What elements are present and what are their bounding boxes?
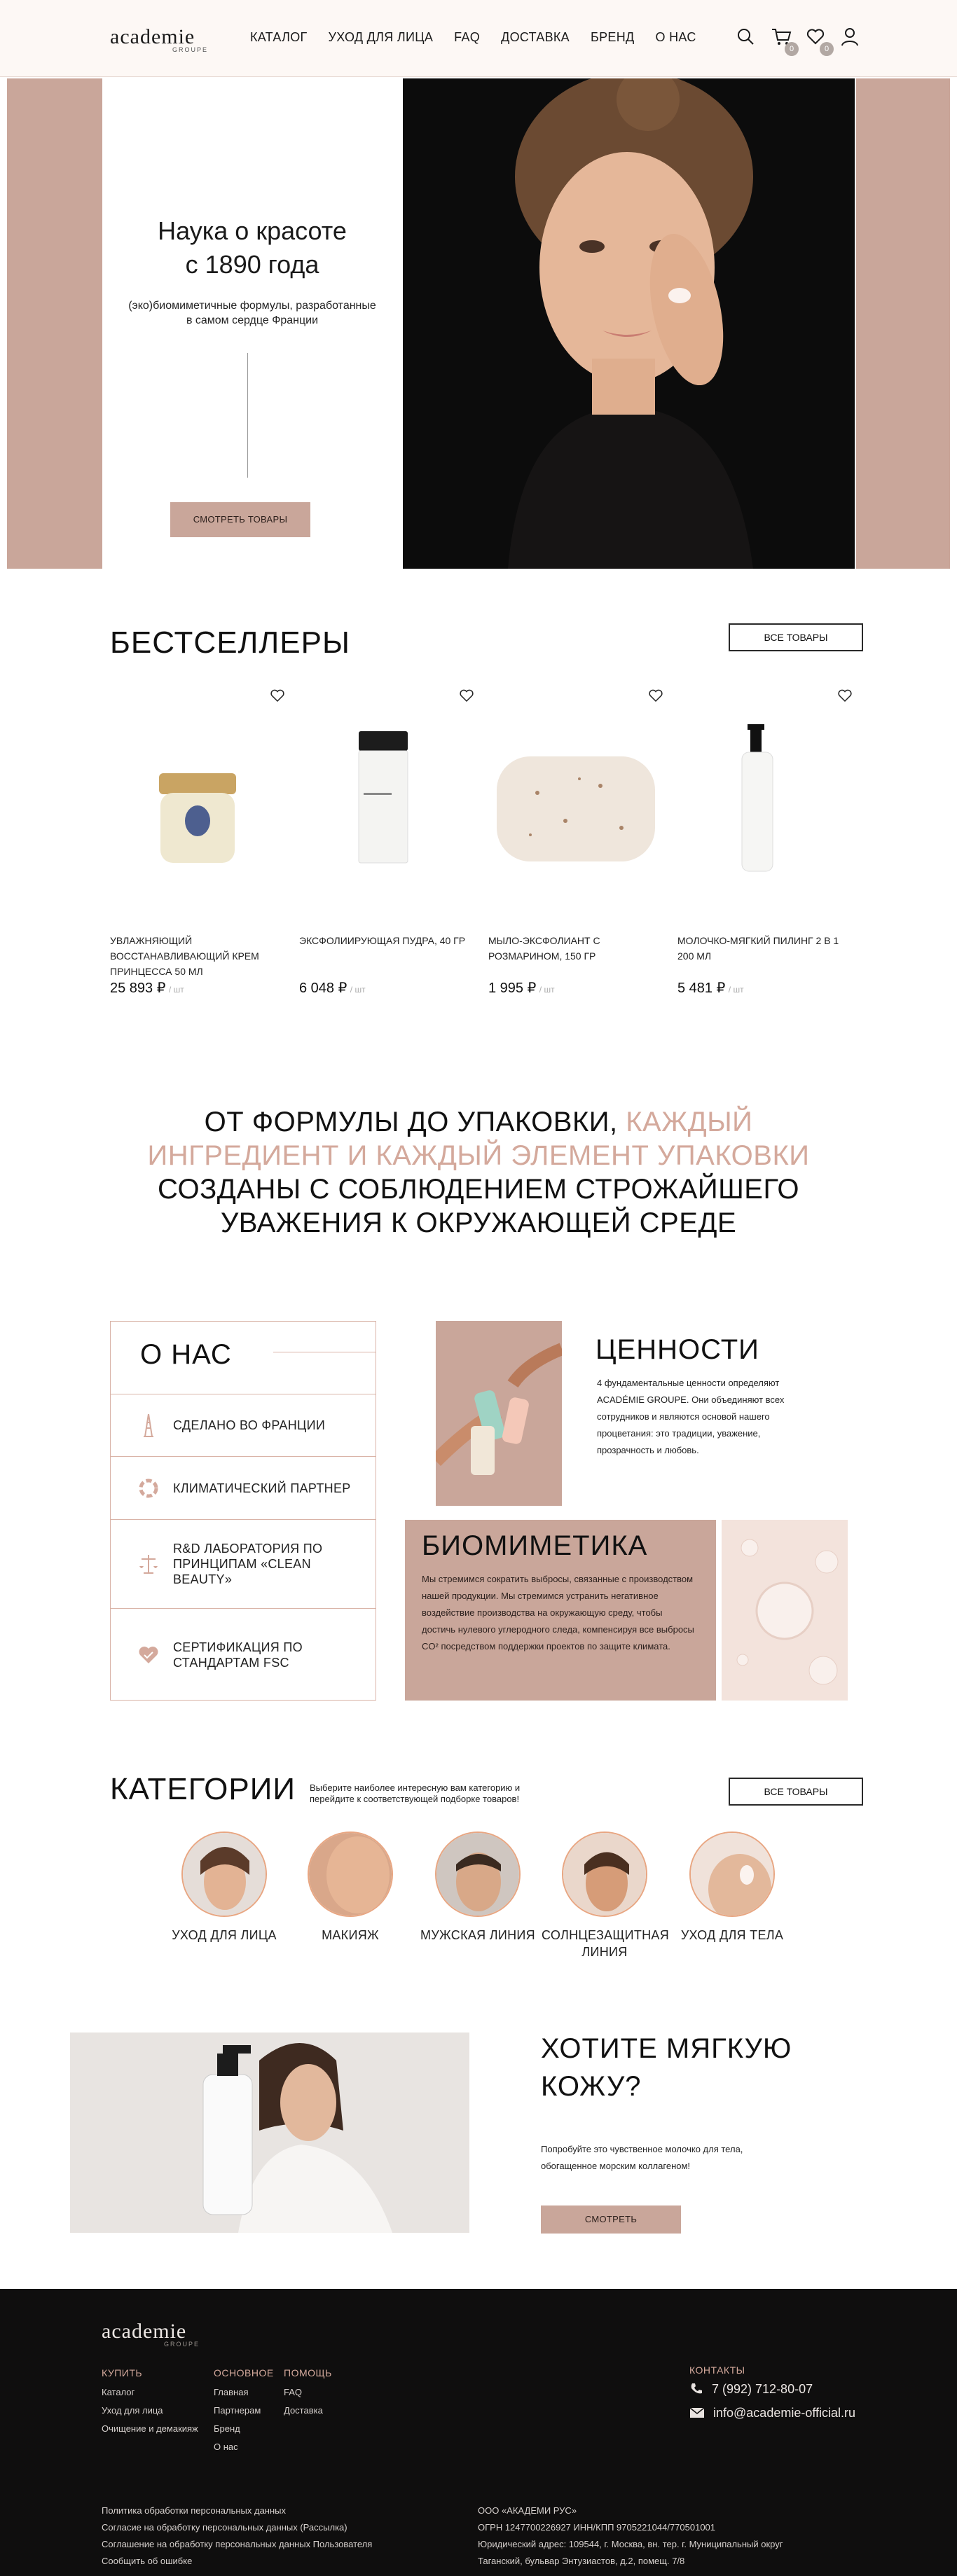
categories-subtitle: Выберите наиболее интересную вам категорию и перейдите к соответствующей подборке товаров! xyxy=(310,1782,521,1804)
footer-logo[interactable] xyxy=(102,2321,200,2348)
footer-phone-number: 7 (992) 712-80-07 xyxy=(712,2382,813,2396)
footer-link[interactable]: Уход для лица xyxy=(102,2405,163,2416)
categories-title: КАТЕГОРИИ xyxy=(110,1772,296,1806)
heart-check-icon xyxy=(138,1644,159,1666)
footer-link[interactable]: О нас xyxy=(214,2442,238,2452)
footer-legal-links xyxy=(102,2502,372,2570)
mail-icon xyxy=(689,2407,705,2418)
footer-link[interactable]: FAQ xyxy=(284,2387,303,2397)
product-image xyxy=(677,688,853,919)
hero-divider xyxy=(247,353,248,478)
footer-col-title: ПОМОЩЬ xyxy=(284,2367,332,2378)
phone-icon xyxy=(689,2382,703,2396)
product-price: 6 048 ₽ xyxy=(299,981,347,996)
footer-email-address: info@academie-official.ru xyxy=(713,2406,856,2420)
bestsellers-all-products-button[interactable]: ВСЕ ТОВАРЫ xyxy=(729,623,863,651)
search-icon[interactable] xyxy=(736,27,757,48)
product-price: 25 893 ₽ xyxy=(110,981,166,996)
footer-org-line: Таганский, бульвар Энтузиастов, д.2, помещ. 7/8 xyxy=(478,2556,685,2566)
account-icon[interactable] xyxy=(841,27,862,48)
hero-view-products-button[interactable]: СМОТРЕТЬ ТОВАРЫ xyxy=(170,502,310,537)
category-label: МАКИЯЖ xyxy=(322,1928,379,1942)
footer-legal-link[interactable]: Согласие на обработку персональных данных (Рассылка) xyxy=(102,2522,347,2533)
cart-icon[interactable] xyxy=(771,27,794,53)
eiffel-tower-icon xyxy=(138,1413,159,1438)
values-title: ЦЕННОСТИ xyxy=(595,1334,759,1365)
footer-col-buy xyxy=(102,2364,198,2438)
about-item-label: СДЕЛАНО ВО ФРАНЦИИ xyxy=(173,1418,326,1432)
nav-catalog[interactable]: КАТАЛОГ xyxy=(250,30,308,44)
logo[interactable] xyxy=(110,27,222,55)
footer-org-line: ООО «АКАДЕМИ РУС» xyxy=(478,2505,577,2516)
footer-link[interactable]: Каталог xyxy=(102,2387,135,2397)
footer-col-title: КУПИТЬ xyxy=(102,2367,143,2378)
statement-part1: ОТ ФОРМУЛЫ ДО УПАКОВКИ, xyxy=(204,1107,626,1137)
eco-statement xyxy=(128,1105,829,1240)
product-image xyxy=(488,688,663,919)
footer-legal-link[interactable]: Политика обработки персональных данных xyxy=(102,2505,287,2516)
footer-contacts xyxy=(689,2364,855,2425)
product-unit: / шт xyxy=(539,985,555,995)
footer-link[interactable]: Главная xyxy=(214,2387,249,2397)
about-item-climate-partner xyxy=(110,1456,376,1519)
cart-count-badge: 0 xyxy=(785,42,799,56)
category-image xyxy=(181,1831,267,1917)
hero-title xyxy=(105,214,399,282)
product-name: МЫЛО-ЭКСФОЛИАНТ С РОЗМАРИНОМ, 150 ГР xyxy=(488,935,600,962)
product-card[interactable] xyxy=(110,688,285,997)
nav-brand[interactable]: БРЕНД xyxy=(591,30,635,44)
footer-email[interactable] xyxy=(689,2401,855,2425)
category-label: СОЛНЦЕЗАЩИТНАЯ ЛИНИЯ xyxy=(542,1928,670,1959)
main-nav xyxy=(250,30,696,45)
biomimetics-text: Мы стремимся сократить выбросы, связанные с производством нашей продукции. Мы стремимся устранить негативное воздействие производства на окружающую среду, чтобы достичь нулевого углеродного следа, компенсируя все выбросы CO² посредством поддержки проектов по защите климата. xyxy=(422,1574,694,1651)
footer-contacts-title: КОНТАКТЫ xyxy=(689,2364,745,2376)
leaf-circle-icon xyxy=(138,1478,159,1499)
nav-delivery[interactable]: ДОСТАВКА xyxy=(501,30,570,44)
product-image xyxy=(299,688,474,919)
footer-link[interactable]: Бренд xyxy=(214,2423,240,2434)
hero-subtitle-line1: (эко)биомиметичные формулы, разработанные xyxy=(128,300,376,312)
product-unit: / шт xyxy=(350,985,366,995)
hero-title-line1: Наука о красоте xyxy=(158,216,347,245)
product-price: 1 995 ₽ xyxy=(488,981,537,996)
values-image xyxy=(436,1321,562,1506)
product-name: УВЛАЖНЯЮЩИЙ ВОССТАНАВЛИВАЮЩИЙ КРЕМ ПРИНЦЕССА 50 МЛ xyxy=(110,935,259,977)
footer-logo-text: academie xyxy=(102,2320,187,2343)
product-image xyxy=(110,688,285,919)
values-text: 4 фундаментальные ценности определяют ACADÉMIE GROUPE. Они объединяют всех сотрудников и являются основой нашего процветания: это традиции, уважение, прозрачность и любовь. xyxy=(597,1378,785,1455)
category-makeup[interactable] xyxy=(287,1831,413,1944)
hero-subtitle-line2: в самом сердце Франции xyxy=(186,314,319,326)
category-image xyxy=(689,1831,775,1917)
footer-company-info xyxy=(478,2502,898,2570)
category-image xyxy=(435,1831,521,1917)
product-unit: / шт xyxy=(728,985,744,995)
wishlist-count-badge: 0 xyxy=(820,42,834,56)
header-icons xyxy=(736,27,862,53)
about-title: О НАС xyxy=(140,1339,232,1370)
footer-link[interactable]: Очищение и демакияж xyxy=(102,2423,198,2434)
hero-side-right xyxy=(856,78,950,569)
nav-face-care[interactable]: УХОД ДЛЯ ЛИЦА xyxy=(328,30,434,44)
statement-part2: СОЗДАНЫ С СОБЛЮДЕНИЕМ СТРОЖАЙШЕГО УВАЖЕНИЯ К ОКРУЖАЮЩЕЙ СРЕДЕ xyxy=(157,1174,799,1238)
nav-about[interactable]: О НАС xyxy=(655,30,696,44)
category-sun-protection[interactable] xyxy=(542,1831,668,1960)
product-card[interactable] xyxy=(488,688,663,997)
categories-all-products-button[interactable]: ВСЕ ТОВАРЫ xyxy=(729,1778,863,1806)
footer-col-help xyxy=(284,2364,332,2420)
footer-logo-sub: GROUPE xyxy=(163,2341,200,2348)
promo-title: ХОТИТЕ МЯГКУЮ КОЖУ? xyxy=(541,2033,792,2102)
biomimetics-title: БИОМИМЕТИКА xyxy=(422,1530,648,1561)
product-price: 5 481 ₽ xyxy=(677,981,726,996)
category-label: УХОД ДЛЯ ТЕЛА xyxy=(680,1928,784,1942)
category-image xyxy=(308,1831,393,1917)
hero-side-left xyxy=(7,78,102,569)
footer-link[interactable]: Партнерам xyxy=(214,2405,261,2416)
logo-text: academie xyxy=(110,25,195,48)
nav-faq[interactable]: FAQ xyxy=(454,30,481,44)
logo-sub: GROUPE xyxy=(172,46,208,53)
footer-org-line: Юридический адрес: 109544, г. Москва, вн. тер. г. Муниципальный округ xyxy=(478,2539,783,2549)
bestsellers-title: БЕСТСЕЛЛЕРЫ xyxy=(110,625,350,660)
footer-legal-link[interactable]: Сообщить об ошибке xyxy=(102,2556,193,2566)
about-item-label: СЕРТИФИКАЦИЯ ПО СТАНДАРТАМ FSC xyxy=(173,1640,303,1670)
product-card[interactable] xyxy=(299,688,474,997)
hero-model-image xyxy=(403,78,855,569)
footer-org-line: ОГРН 1247700226927 ИНН/КПП 9705221044/770501001 xyxy=(478,2522,716,2533)
about-item-fsc xyxy=(110,1608,376,1701)
promo-text: Попробуйте это чувственное молочко для тела, обогащенное морским коллагеном! xyxy=(541,2144,743,2171)
product-unit: / шт xyxy=(168,985,184,995)
footer-col-title: ОСНОВНОЕ xyxy=(214,2367,274,2378)
scales-icon xyxy=(138,1552,159,1576)
category-face-care[interactable] xyxy=(161,1831,287,1944)
wishlist-icon[interactable] xyxy=(806,27,829,53)
footer-col-main xyxy=(214,2364,274,2456)
about-item-made-in-france xyxy=(110,1394,376,1456)
category-men-line[interactable] xyxy=(415,1831,541,1944)
about-item-lab xyxy=(110,1519,376,1608)
footer-legal-link[interactable]: Соглашение на обработку персональных данных Пользователя xyxy=(102,2539,373,2549)
product-name: ЭКСФОЛИИРУЮЩАЯ ПУДРА, 40 ГР xyxy=(299,935,466,946)
statement-accent: КАЖДЫЙ ИНГРЕДИЕНТ И КАЖДЫЙ ЭЛЕМЕНТ УПАКОВКИ xyxy=(147,1107,810,1171)
category-label: МУЖСКАЯ ЛИНИЯ xyxy=(420,1928,535,1942)
footer-phone[interactable] xyxy=(689,2377,855,2401)
footer-link[interactable]: Доставка xyxy=(284,2405,323,2416)
category-image xyxy=(562,1831,647,1917)
hero-title-line2: с 1890 года xyxy=(185,250,319,279)
hero-subtitle xyxy=(98,298,406,328)
product-card[interactable] xyxy=(677,688,853,997)
category-body-care[interactable] xyxy=(669,1831,795,1944)
about-item-label: КЛИМАТИЧЕСКИЙ ПАРТНЕР xyxy=(173,1481,351,1495)
about-item-label: R&D ЛАБОРАТОРИЯ ПО ПРИНЦИПАМ «CLEAN BEAUTY» xyxy=(173,1542,323,1586)
promo-image xyxy=(70,2033,469,2233)
product-name: МОЛОЧКО-МЯГКИЙ ПИЛИНГ 2 В 1 200 МЛ xyxy=(677,935,839,962)
biomimetics-image xyxy=(722,1520,848,1701)
category-label: УХОД ДЛЯ ЛИЦА xyxy=(172,1928,277,1942)
promo-view-button[interactable]: СМОТРЕТЬ xyxy=(541,2205,681,2234)
